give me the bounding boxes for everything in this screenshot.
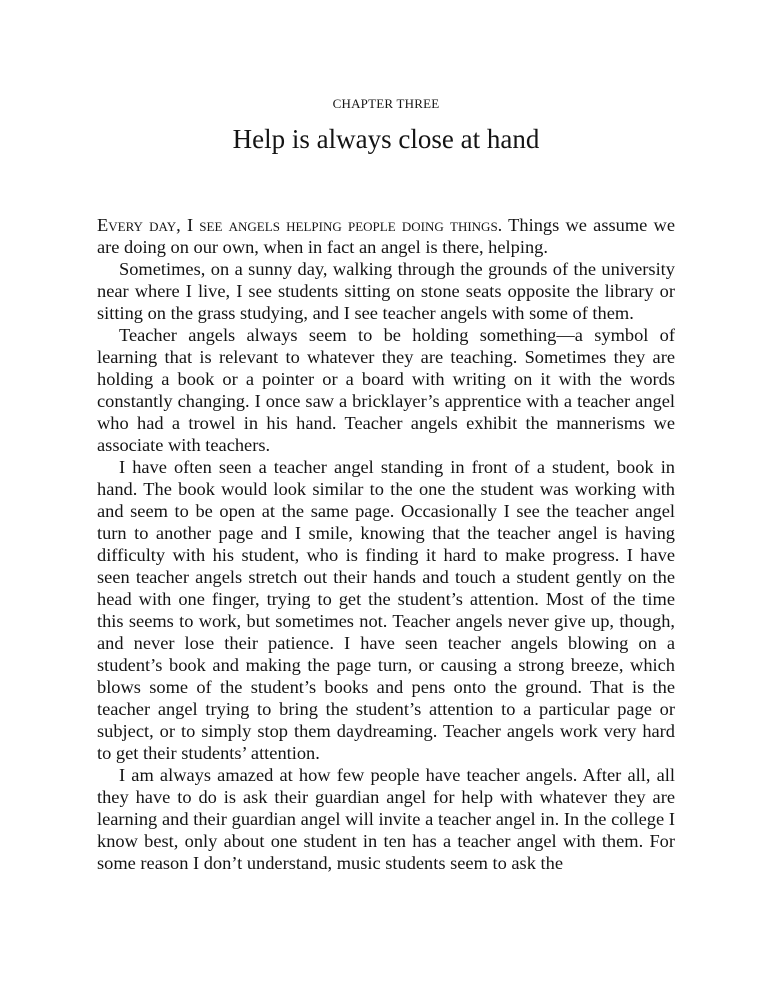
chapter-title: Help is always close at hand (232, 124, 540, 154)
lead-initial: E (97, 215, 109, 235)
paragraph-3: Teacher angels always seem to be holding something—a symbol of learning that is relevant to whatever they are teaching. Sometimes they are holding a book or a pointer or a board with writing on it with the words constantly changing. I once saw a bricklayer’s apprentice with a teacher angel who had a trowel in his hand. Teacher angels exhibit the mannerisms we associate with teachers. (97, 325, 675, 455)
paragraph-5: I am always amazed at how few people have teacher angels. After all, all they have to do is ask their guardian angel for help with whatever they are learning and their guardian angel will invite a teacher angel in. In the college I know best, only about one student in ten has a teacher angel with them. For some reason I don’t understand, music students seem to ask the (97, 765, 675, 873)
opening-paragraph (97, 214, 675, 258)
lead-in-smallcaps: very day, I see angels helping people doing things. (108, 215, 503, 235)
paragraph-4: I have often seen a teacher angel standing in front of a student, book in hand. The book would look similar to the one the student was working with and seem to be open at the same page. Occasionally I see the teacher angel turn to another page and I smile, knowing that the teacher angel is having difficulty with his student, who is finding it hard to make progress. I have seen teacher angels stretch out their hands and touch a student gently on the head with one finger, trying to get the student’s attention. Most of the time this seems to work, but sometimes not. Teacher angels never give up, though, and never lose their patience. I have seen teacher angels blowing on a student’s book and making the page turn, or causing a strong breeze, which blows some of the student’s books and pens onto the ground. That is the teacher angel trying to bring the student’s attention to a particular page or subject, or to simply stop them daydreaming. Teacher angels work very hard to get their students’ attention. (97, 457, 675, 763)
paragraph-2: Sometimes, on a sunny day, walking through the grounds of the university near where I live, I see students sitting on stone seats opposite the library or sitting on the grass studying, and I see teacher angels with some of them. (97, 259, 675, 323)
opening-rest: Things we assume we are doing on our own, when in fact an angel is there, helping. (97, 215, 675, 257)
chapter-body (97, 214, 675, 874)
chapter-label: CHAPTER THREE (332, 96, 440, 111)
